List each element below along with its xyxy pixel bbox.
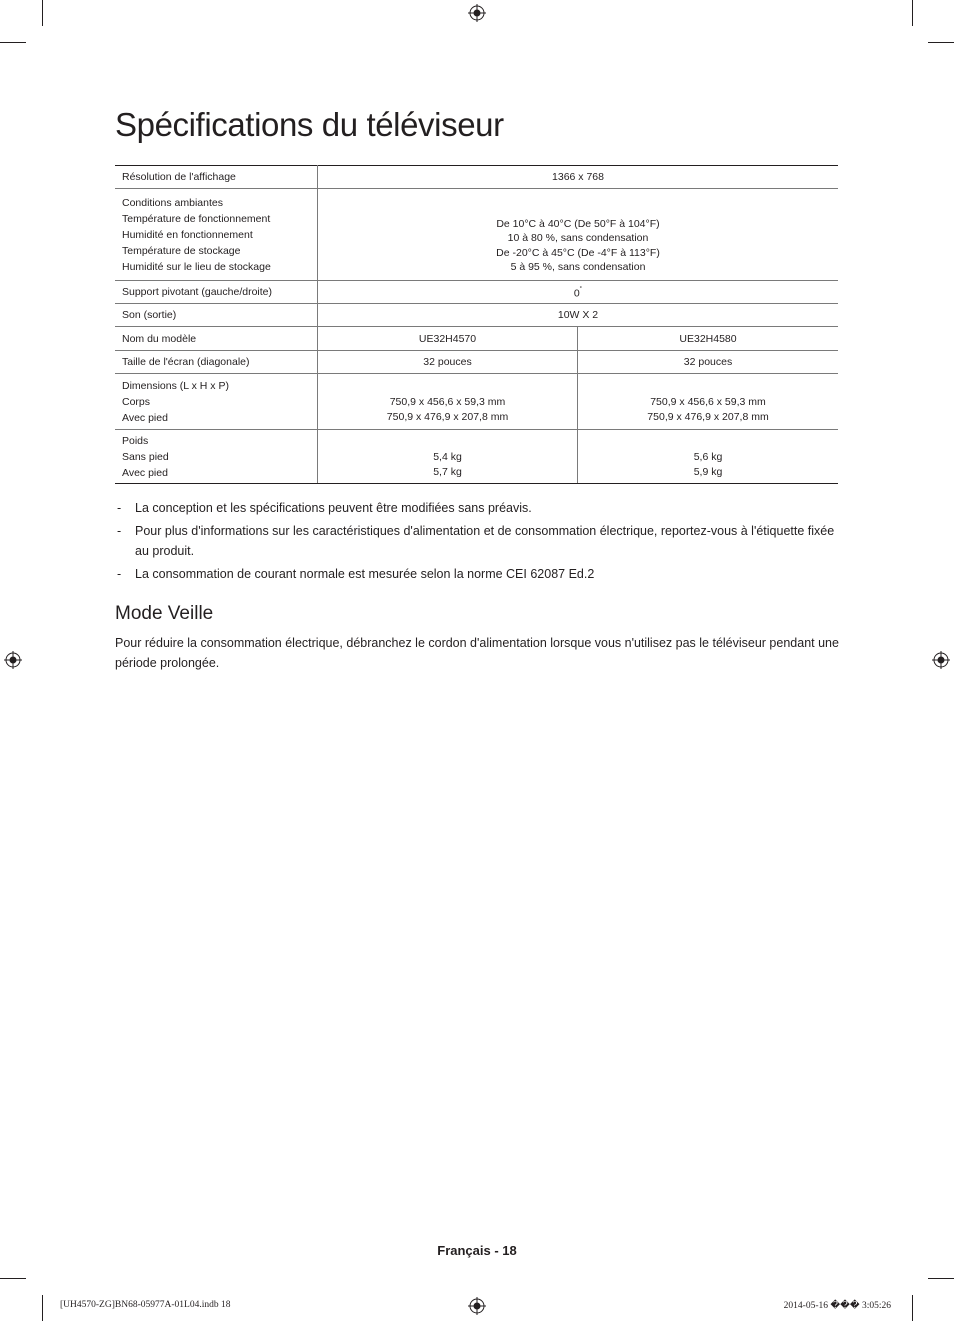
model-b-value: UE32H4580: [578, 327, 839, 351]
section-body: Pour réduire la consommation électrique, débranchez le cordon d'alimentation lorsque vous n'utilisez pas le téléviseur pendant une période prolongée.: [115, 636, 839, 670]
row-value: 0˚: [318, 281, 839, 304]
crop-mark: [912, 0, 913, 26]
model-b-value: 750,9 x 456,6 x 59,3 mm 750,9 x 476,9 x 207,8 mm: [578, 374, 839, 430]
note-item: - La consommation de courant normale est mesurée selon la norme CEI 62087 Ed.2: [117, 567, 595, 581]
table-row: [115, 351, 838, 374]
page-title: Spécifications du téléviseur: [115, 106, 504, 143]
row-label: Taille de l'écran (diagonale): [115, 351, 318, 374]
model-b-value: 32 pouces: [578, 351, 839, 374]
crop-mark: [0, 42, 26, 43]
table-row: [115, 281, 838, 304]
row-label: Nom du modèle: [115, 327, 318, 351]
table-row: [115, 166, 838, 189]
crop-mark: [42, 1295, 43, 1321]
row-value: 1366 x 768: [318, 166, 839, 189]
row-value: 10W X 2: [318, 304, 839, 327]
table-row: [115, 430, 838, 484]
table-row: [115, 374, 838, 430]
model-a-value: 32 pouces: [318, 351, 578, 374]
row-label: Résolution de l'affichage: [115, 166, 318, 189]
note-item: - Pour plus d'informations sur les caractéristiques d'alimentation et de consommation électrique, reportez-vous à l'étiquette fixée au produit.: [117, 524, 835, 558]
row-label: Dimensions (L x H x P) Corps Avec pied: [115, 374, 318, 430]
row-label: Conditions ambiantes Température de fonctionnement Humidité en fonctionnement Température de stockage Humidité sur le lieu de stockage: [115, 189, 318, 281]
row-label: Support pivotant (gauche/droite): [115, 281, 318, 304]
row-label: Poids Sans pied Avec pied: [115, 430, 318, 484]
row-value: De 10°C à 40°C (De 50°F à 104°F) 10 à 80 %, sans condensation De -20°C à 45°C (De -4°F à 113°F) 5 à 95 %, sans condensation: [318, 189, 839, 281]
registration-mark-icon: [4, 651, 22, 669]
model-b-value: 5,6 kg 5,9 kg: [578, 430, 839, 484]
crop-mark: [912, 1295, 913, 1321]
notes-list: [115, 498, 835, 587]
registration-mark-icon: [932, 651, 950, 669]
model-a-value: UE32H4570: [318, 327, 578, 351]
page-number: Français - 18: [437, 1243, 517, 1258]
row-label: Son (sortie): [115, 304, 318, 327]
crop-mark: [42, 0, 43, 26]
model-a-value: 5,4 kg 5,7 kg: [318, 430, 578, 484]
model-a-value: 750,9 x 456,6 x 59,3 mm 750,9 x 476,9 x 207,8 mm: [318, 374, 578, 430]
table-row: [115, 304, 838, 327]
registration-mark-icon: [468, 1297, 486, 1315]
note-item: - La conception et les spécifications peuvent être modifiées sans préavis.: [117, 501, 532, 515]
table-row: [115, 327, 838, 351]
spec-table: [115, 165, 838, 484]
crop-mark: [928, 42, 954, 43]
file-slug: [UH4570-ZG]BN68-05977A-01L04.indb 18: [60, 1300, 231, 1310]
timestamp-slug: 2014-05-16 ��� 3:05:26: [783, 1301, 891, 1311]
registration-mark-icon: [468, 4, 486, 22]
crop-mark: [928, 1278, 954, 1279]
crop-mark: [0, 1278, 26, 1279]
section-heading: Mode Veille: [115, 603, 214, 624]
table-row: [115, 189, 838, 281]
